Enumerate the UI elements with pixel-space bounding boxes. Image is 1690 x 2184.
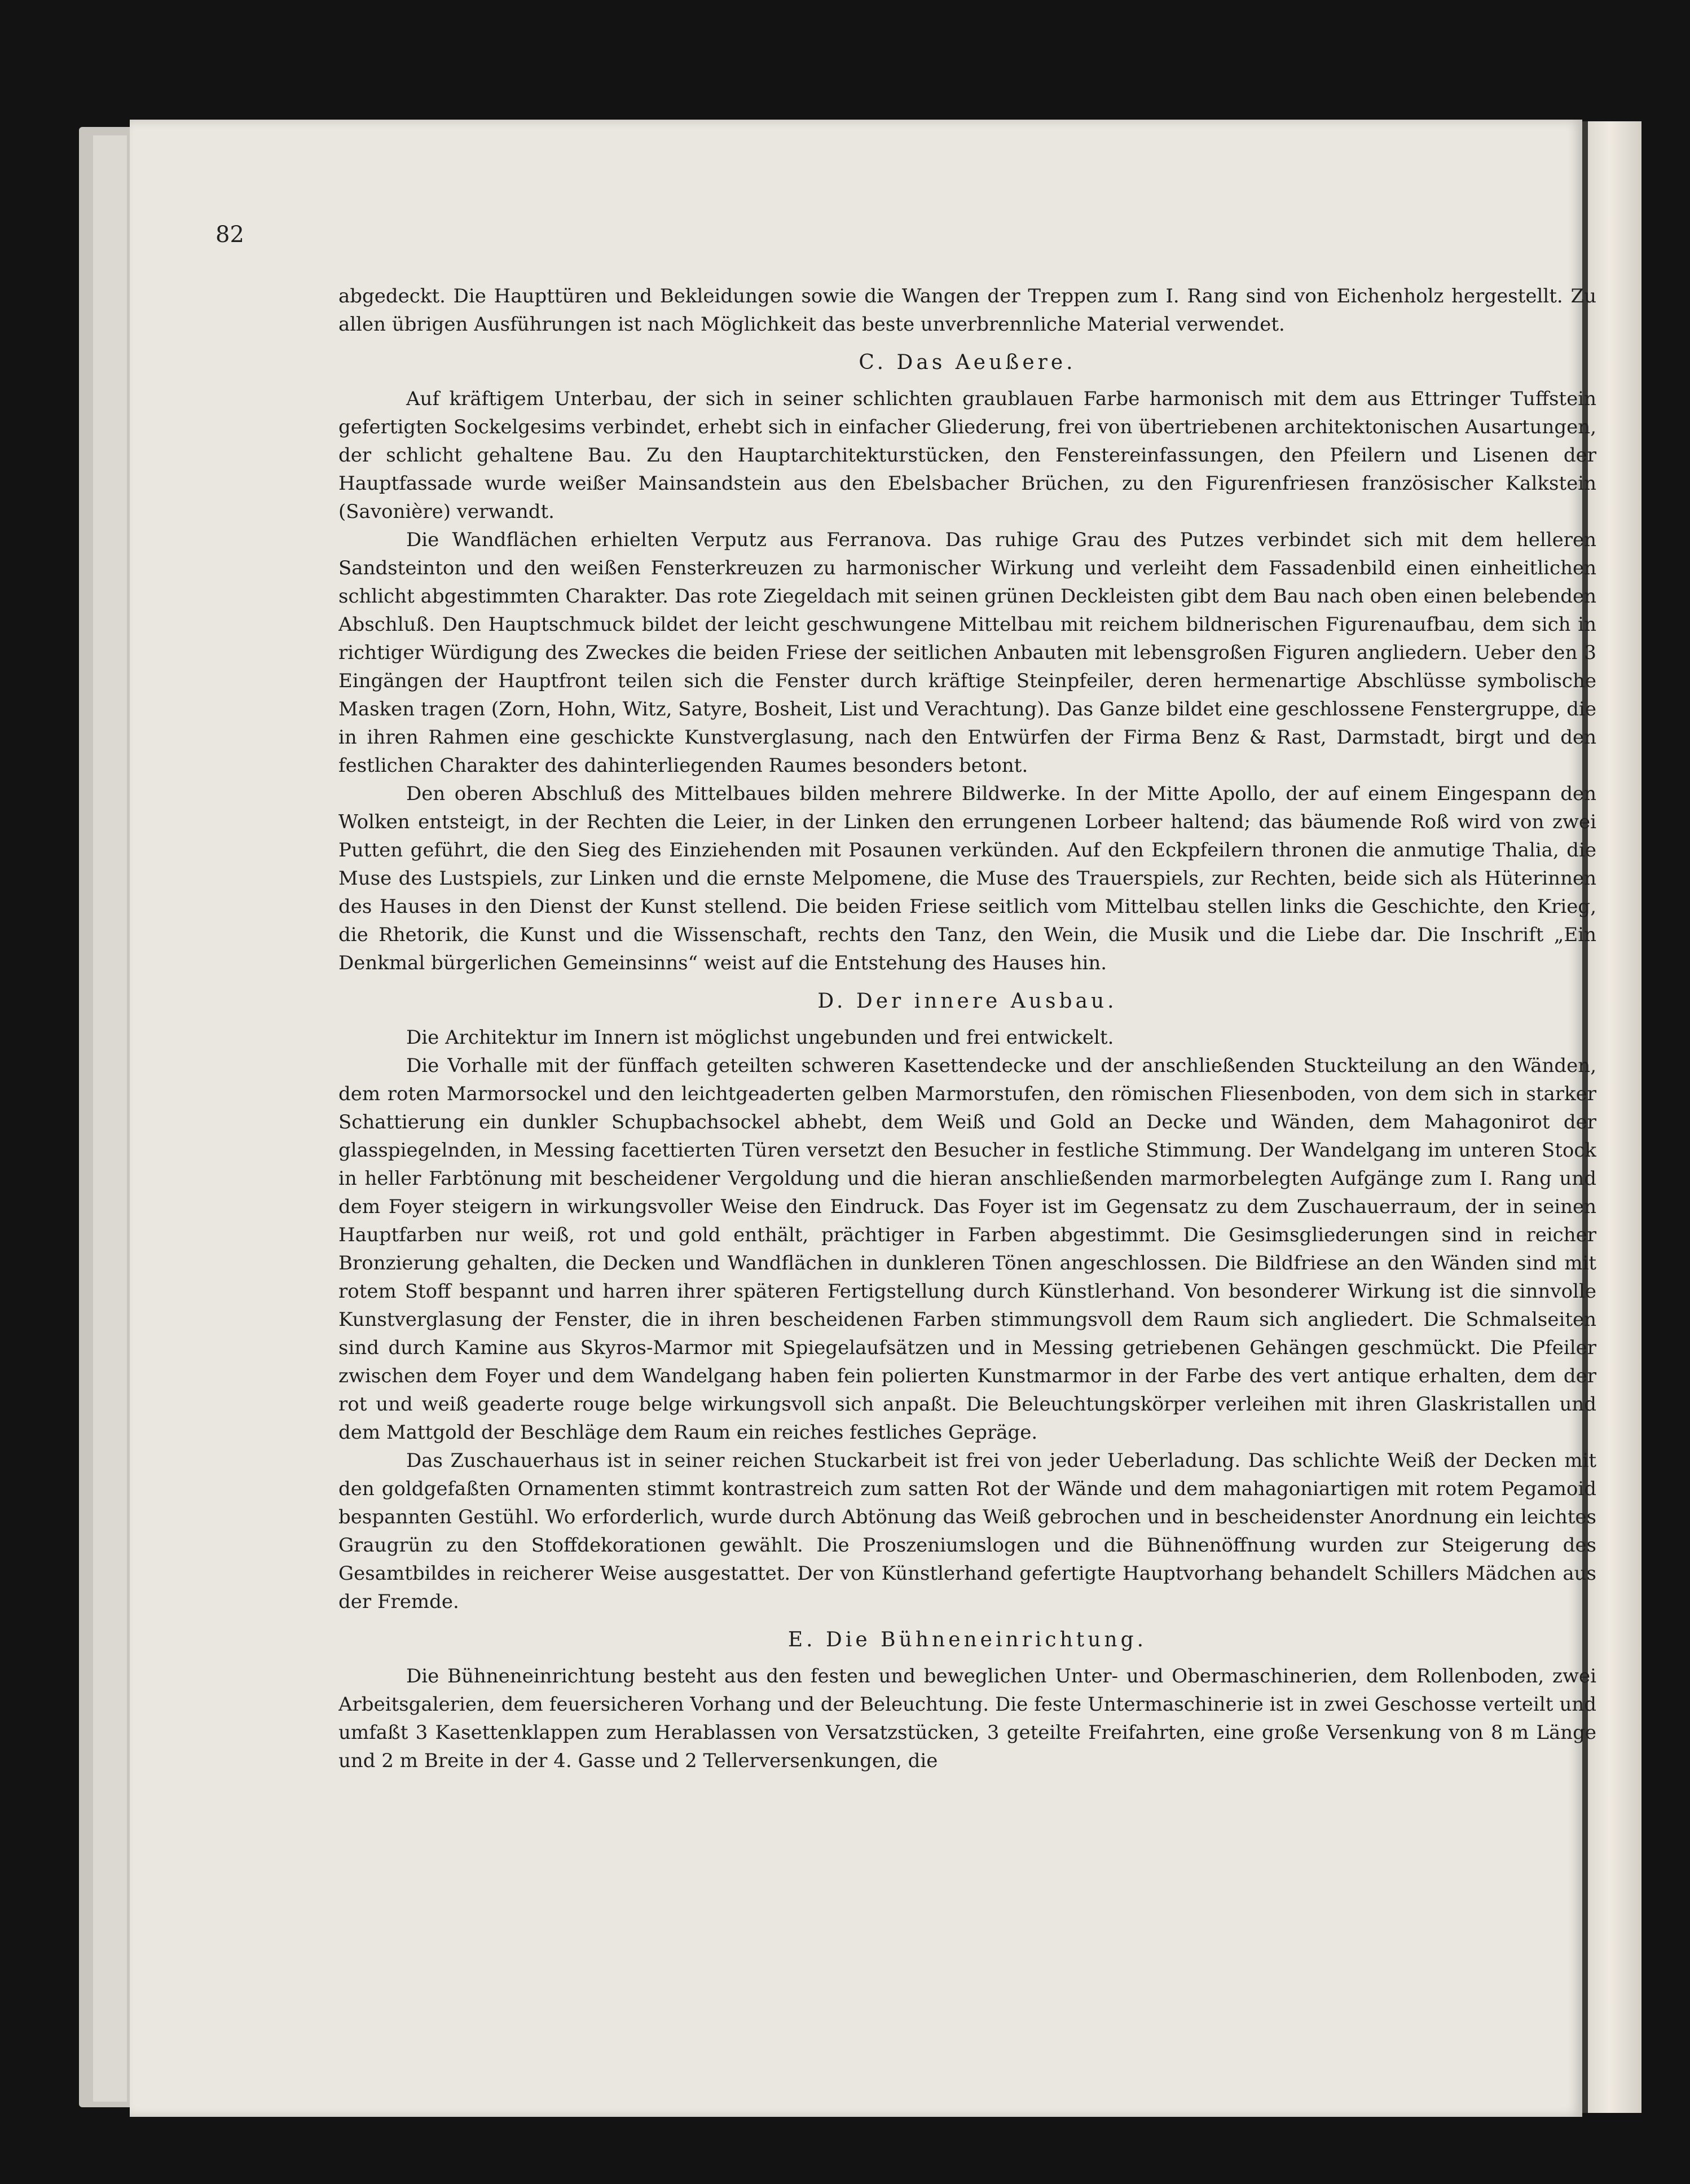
page-number: 82 bbox=[215, 222, 244, 248]
section-c-paragraph: Den oberen Abschluß des Mittelbaues bilden mehrere Bildwerke. In der Mitte Apollo, der auf einem Eingespann den Wolken entsteigt, in der Rechten die Leier, in der Linken den errungenen Lorbeer haltend; das bäumende Roß wird von zwei Putten geführt, die den Sieg des Einziehenden mit Posaunen verkünden. Auf den Eckpfeilern thronen die anmutige Thalia, die Muse des Lustspiels, zur Linken und die ernste Melpomene, die Muse des Trauerspiels, zur Rechten, beide sich als Hüterinnen des Hauses in den Dienst der Kunst stellend. Die beiden Friese seitlich vom Mittelbau stellen links die Geschichte, den Krieg, die Rhetorik, die Kunst und die Wissenschaft, rechts den Tanz, den Wein, die Musik und die Liebe dar. Die Inschrift „Ein Denkmal bürgerlichen Gemeinsinns“ weist auf die Entstehung des Hauses hin. bbox=[338, 783, 1596, 974]
heading-section-d: D. Der innere Ausbau. bbox=[817, 990, 1117, 1013]
section-d-paragraph: Die Vorhalle mit der fünffach geteilten schweren Kasettendecke und der anschließenden Stuckteilung an den Wänden, dem roten Marmorsockel und den leichtgeaderten gelben Marmorstufen, den römischen Fliesenboden, von dem sich in starker Schattierung ein dunkler Schupbachsockel abhebt, dem Weiß und Gold an Decke und Wänden, dem Mahagonirot der glasspiegelnden, in Messing facettierten Türen versetzt den Besucher in festliche Stimmung. Der Wandelgang im unteren Stock in heller Farbtönung mit bescheidener Vergoldung und die hieran anschließenden marmorbelegten Aufgänge zum I. Rang und dem Foyer steigern in wirkungsvoller Weise den Eindruck. Das Foyer ist im Gegensatz zu dem Zuschauerraum, der in seinen Hauptfarben nur weiß, rot und gold enthält, prächtiger in Farben abgestimmt. Die Gesimsgliederungen sind in reicher Bronzierung gehalten, die Decken und Wandflächen in dunkleren Tönen angeschlossen. Die Bildfriese an den Wänden sind mit rotem Stoff bespannt und harren ihrer späteren Fertigstellung durch Künstlerhand. Von besonderer Wirkung ist die sinnvolle Kunstverglasung der Fenster, die in ihren bescheidenen Farben stimmungsvoll dem Raum sich angliedert. Die Schmalseiten sind durch Kamine aus Skyros-Marmor mit Spiegelaufsätzen und in Messing getriebenen Gehängen geschmückt. Die Pfeiler zwischen dem Foyer und dem Wandelgang haben fein polierten Kunstmarmor in der Farbe des vert antique erhalten, dem der rot und weiß geaderte rouge belge wirkungsvoll sich anpaßt. Die Beleuchtungskörper verleihen mit ihren Glaskristallen und dem Mattgold der Beschläge dem Raum ein reiches festliches Gepräge. bbox=[338, 1054, 1596, 1444]
section-e-paragraph: Die Bühneneinrichtung besteht aus den festen und beweglichen Unter- und Obermaschinerien, dem Rollenboden, zwei Arbeitsgalerien, dem feuersicheren Vorhang und der Beleuchtung. Die feste Untermaschinerie ist in zwei Geschosse verteilt und umfaßt 3 Kasettenklappen zum Herablassen von Versatzstücken, 3 geteilte Freifahrten, eine große Versenkung von 8 m Länge und 2 m Breite in der 4. Gasse und 2 Tellerversenkungen, die bbox=[338, 1665, 1596, 1772]
section-c-paragraph: Die Wandflächen erhielten Verputz aus Ferranova. Das ruhige Grau des Putzes verbindet sich mit dem helleren Sandsteinton und den weißen Fensterkreuzen zu harmonischer Wirkung und verleiht dem Fassadenbild einen einheitlichen schlicht abgestimmten Charakter. Das rote Ziegeldach mit seinen grünen Deckleisten gibt dem Bau nach oben einen belebenden Abschluß. Den Hauptschmuck bildet der leicht geschwungene Mittelbau mit reichem bildnerischen Figurenaufbau, dem sich in richtiger Würdigung des Zweckes die beiden Friese der seitlichen Anbauten mit lebensgroßen Figuren angliedern. Ueber den 3 Eingängen der Hauptfront teilen sich die Fenster durch kräftige Steinpfeiler, deren hermenartige Abschlüsse symbolische Masken tragen (Zorn, Hohn, Witz, Satyre, Bosheit, List und Verachtung). Das Ganze bildet eine geschlossene Fenstergruppe, die in ihren Rahmen eine geschickte Kunstverglasung, nach den Entwürfen der Firma Benz & Rast, Darmstadt, birgt und den festlichen Charakter des dahinterliegenden Raumes besonders betont. bbox=[338, 529, 1596, 777]
section-d-paragraph: Die Architektur im Innern ist möglichst ungebunden und frei entwickelt. bbox=[406, 1026, 1114, 1049]
heading-section-e: E. Die Bühneneinrichtung. bbox=[787, 1628, 1147, 1651]
page-text bbox=[338, 282, 1596, 2065]
section-d-paragraph: Das Zuschauerhaus ist in seiner reichen Stuckarbeit ist frei von jeder Ueberladung. Das schlichte Weiß der Decken mit den goldgefaßten Ornamenten stimmt kontrastreich zum satten Rot der Wände und dem mahagoniartigen mit rotem Pegamoid bespannten Gestühl. Wo erforderlich, wurde durch Abtönung das Weiß gebrochen und in bescheidenster Anordnung ein leichtes Graugrün zu den Stoffdekorationen gewählt. Die Proszeniumslogen und die Bühnenöffnung wurden zur Steigerung des Gesamtbildes in reicherer Weise ausgestattet. Der von Künstlerhand gefertigte Hauptvorhang behandelt Schillers Mädchen aus der Fremde. bbox=[338, 1449, 1596, 1613]
book-page-edge-left bbox=[93, 135, 127, 2102]
section-c-paragraph: Auf kräftigem Unterbau, der sich in seiner schlichten graublauen Farbe harmonisch mit dem aus Ettringer Tuffstein gefertigten Sockelgesims verbindet, erhebt sich in einfacher Gliederung, frei von übertriebenen architektonischen Ausartungen, der schlicht gehaltene Bau. Zu den Hauptarchitekturstücken, den Fenstereinfassungen, den Pfeilern und Lisenen der Hauptfassade wurde weißer Mainsandstein aus den Ebelsbacher Brüchen, zu den Figurenfriesen französischer Kalkstein (Savonière) verwandt. bbox=[338, 388, 1596, 523]
heading-section-c: C. Das Aeußere. bbox=[859, 351, 1076, 374]
intro-paragraph: abgedeckt. Die Haupttüren und Bekleidungen sowie die Wangen der Treppen zum I. Rang sind von Eichenholz hergestellt. Zu allen übrigen Ausführungen ist nach Möglichkeit das beste unverbrennliche Material verwendet. bbox=[338, 285, 1596, 336]
